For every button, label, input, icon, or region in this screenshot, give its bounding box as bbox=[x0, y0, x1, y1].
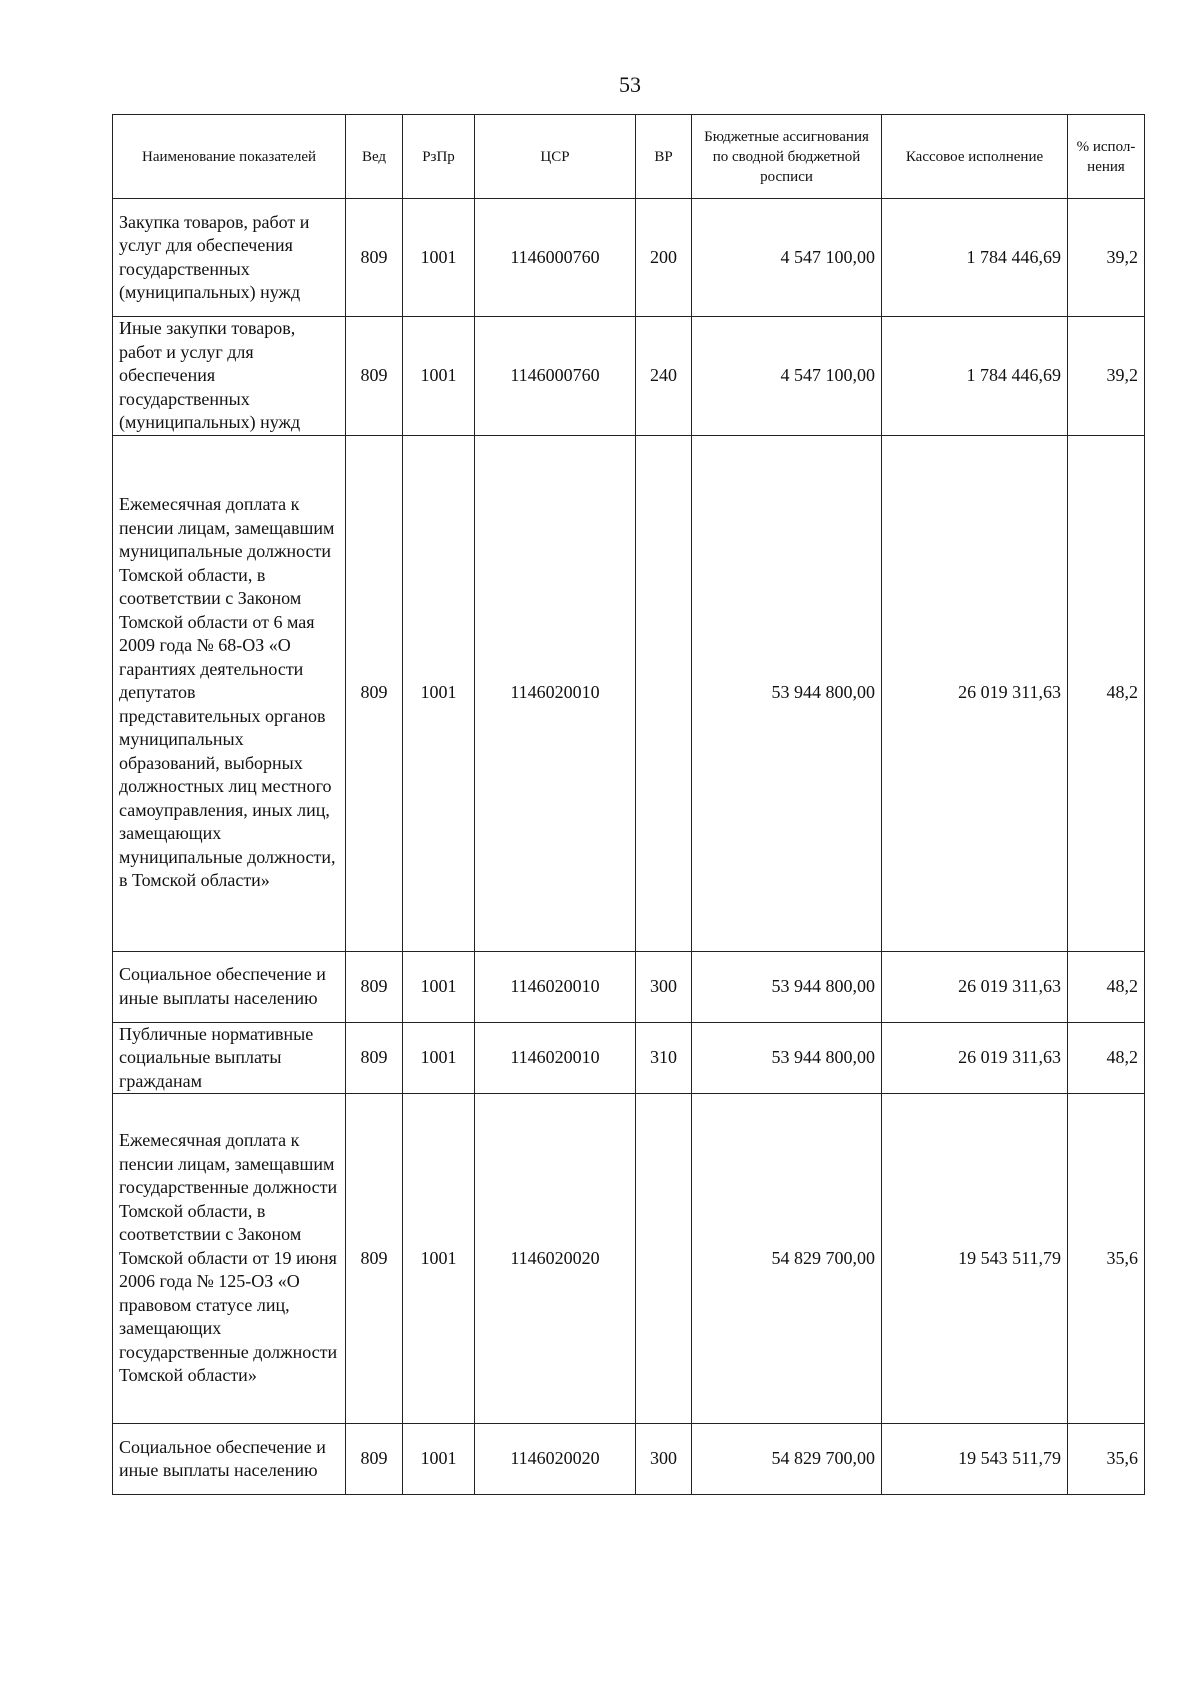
header-ved: Вед bbox=[346, 115, 403, 199]
header-percent: % испол-нения bbox=[1068, 115, 1145, 199]
row-vr: 300 bbox=[636, 951, 692, 1022]
row-name: Иные закупки товаров, работ и услуг для обеспечения государственных (муниципальных) нужд bbox=[113, 317, 346, 436]
row-csr: 1146020020 bbox=[475, 1424, 636, 1495]
row-rzpr: 1001 bbox=[403, 1022, 475, 1094]
header-rzpr: РзПр bbox=[403, 115, 475, 199]
row-ved: 809 bbox=[346, 1022, 403, 1094]
row-name: Закупка товаров, работ и услуг для обеспечения государственных (муниципальных) нужд bbox=[113, 199, 346, 317]
header-csr: ЦСР bbox=[475, 115, 636, 199]
row-ved: 809 bbox=[346, 1424, 403, 1495]
row-assigned: 53 944 800,00 bbox=[692, 1022, 882, 1094]
row-csr: 1146020010 bbox=[475, 951, 636, 1022]
row-rzpr: 1001 bbox=[403, 1094, 475, 1424]
row-ved: 809 bbox=[346, 199, 403, 317]
row-assigned: 53 944 800,00 bbox=[692, 435, 882, 951]
row-percent: 35,6 bbox=[1068, 1424, 1145, 1495]
budget-execution-table bbox=[112, 114, 1145, 1495]
row-assigned: 4 547 100,00 bbox=[692, 317, 882, 436]
table-row bbox=[113, 1424, 1145, 1495]
header-vr: ВР bbox=[636, 115, 692, 199]
row-executed: 26 019 311,63 bbox=[882, 951, 1068, 1022]
row-csr: 1146000760 bbox=[475, 199, 636, 317]
table-row bbox=[113, 1022, 1145, 1094]
row-executed: 26 019 311,63 bbox=[882, 435, 1068, 951]
row-vr: 240 bbox=[636, 317, 692, 436]
header-assigned: Бюджетные ассигнования по сводной бюджетной росписи bbox=[692, 115, 882, 199]
row-percent: 48,2 bbox=[1068, 1022, 1145, 1094]
row-executed: 19 543 511,79 bbox=[882, 1424, 1068, 1495]
row-csr: 1146020010 bbox=[475, 1022, 636, 1094]
row-rzpr: 1001 bbox=[403, 951, 475, 1022]
table-row bbox=[113, 317, 1145, 436]
row-assigned: 54 829 700,00 bbox=[692, 1094, 882, 1424]
table-row bbox=[113, 199, 1145, 317]
row-ved: 809 bbox=[346, 435, 403, 951]
row-vr: 310 bbox=[636, 1022, 692, 1094]
row-csr: 1146000760 bbox=[475, 317, 636, 436]
row-csr: 1146020010 bbox=[475, 435, 636, 951]
row-assigned: 4 547 100,00 bbox=[692, 199, 882, 317]
row-ved: 809 bbox=[346, 1094, 403, 1424]
row-executed: 1 784 446,69 bbox=[882, 317, 1068, 436]
row-assigned: 53 944 800,00 bbox=[692, 951, 882, 1022]
row-ved: 809 bbox=[346, 951, 403, 1022]
row-name: Социальное обеспечение и иные выплаты населению bbox=[113, 1424, 346, 1495]
row-percent: 39,2 bbox=[1068, 199, 1145, 317]
row-rzpr: 1001 bbox=[403, 1424, 475, 1495]
row-name: Ежемесячная доплата к пенсии лицам, замещавшим государственные должности Томской области, в соответствии с Законом Томской области от 19 июня 2006 года № 125-ОЗ «О правовом статусе лиц, замещающих государственные должности Томской области» bbox=[113, 1094, 346, 1424]
row-executed: 1 784 446,69 bbox=[882, 199, 1068, 317]
row-executed: 19 543 511,79 bbox=[882, 1094, 1068, 1424]
table-row bbox=[113, 1094, 1145, 1424]
row-ved: 809 bbox=[346, 317, 403, 436]
row-vr bbox=[636, 1094, 692, 1424]
table-header-row bbox=[113, 115, 1145, 199]
table-row bbox=[113, 951, 1145, 1022]
row-vr bbox=[636, 435, 692, 951]
row-csr: 1146020020 bbox=[475, 1094, 636, 1424]
row-vr: 200 bbox=[636, 199, 692, 317]
row-assigned: 54 829 700,00 bbox=[692, 1424, 882, 1495]
row-percent: 48,2 bbox=[1068, 435, 1145, 951]
row-executed: 26 019 311,63 bbox=[882, 1022, 1068, 1094]
row-name: Ежемесячная доплата к пенсии лицам, замещавшим муниципальные должности Томской области, в соответствии с Законом Томской области от 6 мая 2009 года № 68-ОЗ «О гарантиях деятельности депутатов представительных органов муниципальных образований, выборных должностных лиц местного самоуправления, иных лиц, замещающих муниципальные должности, в Томской области» bbox=[113, 435, 346, 951]
row-percent: 35,6 bbox=[1068, 1094, 1145, 1424]
table-row bbox=[113, 435, 1145, 951]
row-rzpr: 1001 bbox=[403, 199, 475, 317]
row-percent: 39,2 bbox=[1068, 317, 1145, 436]
header-name: Наименование показателей bbox=[113, 115, 346, 199]
row-rzpr: 1001 bbox=[403, 317, 475, 436]
row-name: Публичные нормативные социальные выплаты гражданам bbox=[113, 1022, 346, 1094]
row-percent: 48,2 bbox=[1068, 951, 1145, 1022]
page-number: 53 bbox=[619, 72, 641, 97]
row-name: Социальное обеспечение и иные выплаты населению bbox=[113, 951, 346, 1022]
header-executed: Кассовое исполнение bbox=[882, 115, 1068, 199]
row-vr: 300 bbox=[636, 1424, 692, 1495]
row-rzpr: 1001 bbox=[403, 435, 475, 951]
